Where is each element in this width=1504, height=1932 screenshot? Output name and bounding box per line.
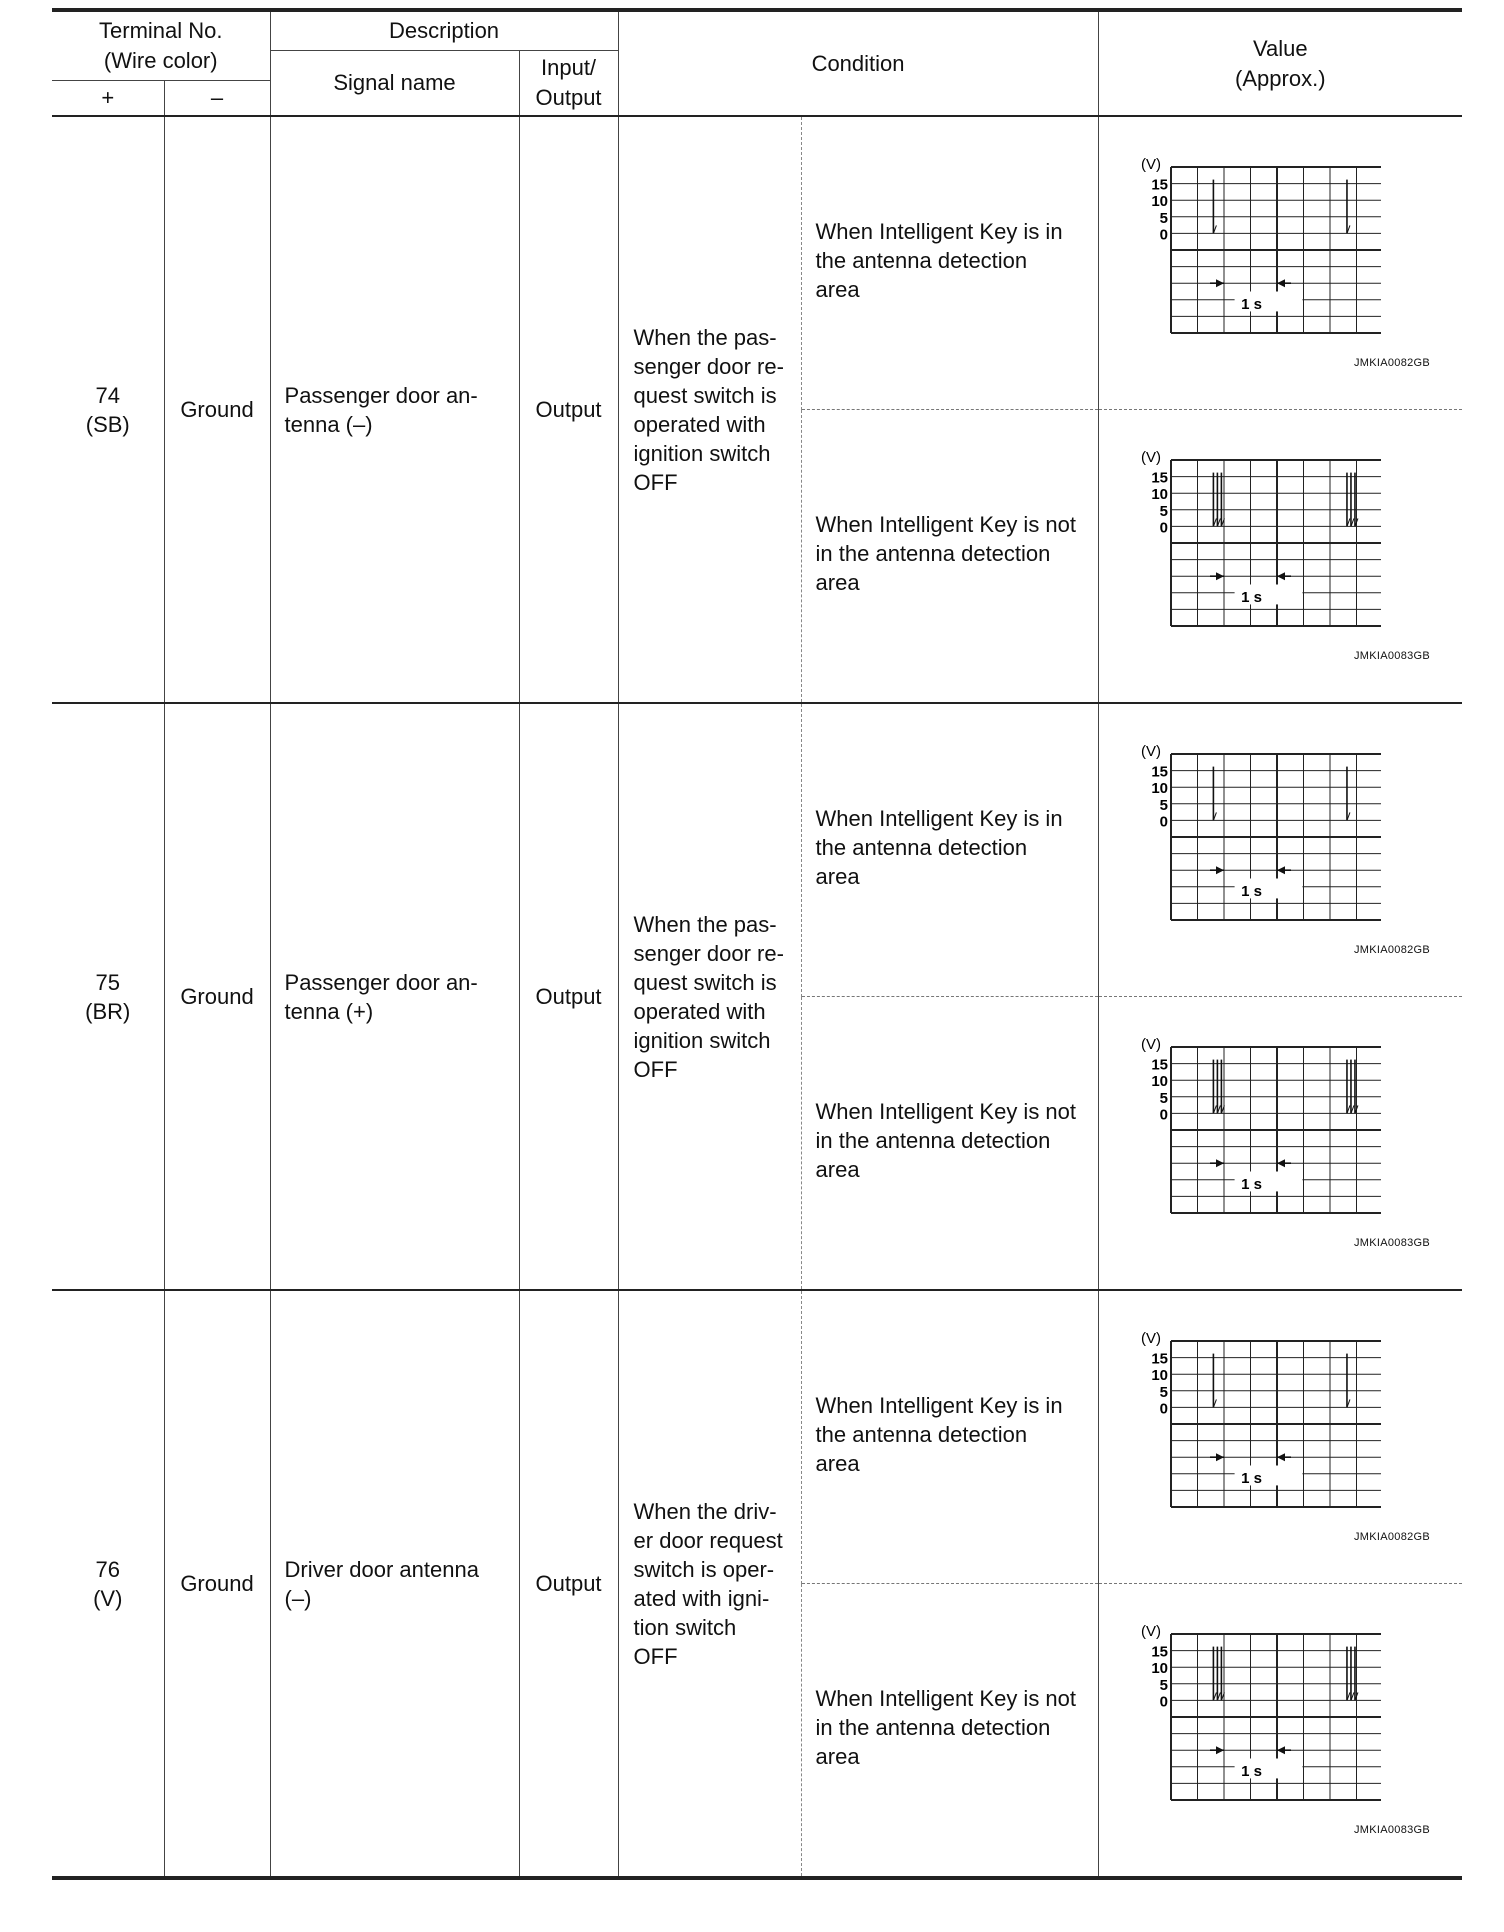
axis-tick-label: 0 <box>1159 1106 1168 1124</box>
figure-code: JMKIA0082GB <box>1353 1531 1431 1543</box>
axis-tick-label: 10 <box>1150 1073 1168 1091</box>
value-cell <box>1098 703 1462 997</box>
axis-tick-label: 0 <box>1159 813 1168 831</box>
figure-code: JMKIA0082GB <box>1353 944 1431 956</box>
axis-tick-label: 5 <box>1159 209 1168 227</box>
condition-sub: When Intelligent Key is not in the antenna detection area <box>801 1584 1098 1879</box>
axis-tick-label: 15 <box>1150 469 1168 487</box>
header-terminal-text: Terminal No. (Wire color) <box>99 18 223 73</box>
io-direction: Output <box>519 703 618 1290</box>
signal-name: Passenger door an- tenna (+) <box>270 703 519 1290</box>
header-minus: – <box>164 80 270 116</box>
time-label: 1 s <box>1240 1175 1262 1193</box>
axis-tick-label: 15 <box>1150 763 1168 781</box>
axis-tick-label: 5 <box>1159 796 1168 814</box>
time-arrow-head <box>1216 1159 1224 1167</box>
time-arrow-head <box>1277 1746 1285 1754</box>
figure-code: JMKIA0083GB <box>1353 650 1431 662</box>
signal-name: Passenger door an- tenna (–) <box>270 116 519 703</box>
time-label: 1 s <box>1240 295 1262 313</box>
time-label: 1 s <box>1240 882 1262 900</box>
time-arrow-head <box>1216 1746 1224 1754</box>
axis-tick-label: 15 <box>1150 1643 1168 1661</box>
axis-tick-label: 15 <box>1150 176 1168 194</box>
condition-sub: When Intelligent Key is not in the antenna detection area <box>801 410 1098 704</box>
condition-main: When the pas- senger door re- quest switch is operated with ignition switch OFF <box>618 703 801 1290</box>
terminal-table <box>52 8 1462 1880</box>
header-value <box>1098 10 1462 116</box>
axis-tick-label: 10 <box>1150 780 1168 798</box>
axis-tick-label: 10 <box>1150 193 1168 211</box>
terminal-minus: Ground <box>164 703 270 1290</box>
terminal-number: 76 (V) <box>93 1556 123 1611</box>
header-terminal <box>52 10 270 80</box>
condition-main: When the driv- er door request switch is oper- ated with igni- tion switch OFF <box>618 1290 801 1878</box>
axis-tick-label: 0 <box>1159 1693 1168 1711</box>
axis-tick-label: 10 <box>1150 486 1168 504</box>
condition-sub: When Intelligent Key is not in the antenna detection area <box>801 997 1098 1291</box>
oscilloscope-waveform <box>1141 157 1381 337</box>
figure-code: JMKIA0083GB <box>1353 1237 1431 1249</box>
axis-unit: (V) <box>1140 450 1161 466</box>
oscilloscope-waveform <box>1141 1331 1381 1511</box>
header-signal-name: Signal name <box>270 50 519 116</box>
header-plus: + <box>52 80 164 116</box>
terminal-number: 74 (SB) <box>85 382 130 437</box>
value-cell <box>1098 1584 1462 1879</box>
axis-tick-label: 5 <box>1159 1383 1168 1401</box>
signal-name: Driver door antenna (–) <box>270 1290 519 1878</box>
terminal-minus: Ground <box>164 116 270 703</box>
condition-sub: When Intelligent Key is in the antenna detection area <box>801 1290 1098 1584</box>
axis-tick-label: 5 <box>1159 1676 1168 1694</box>
axis-tick-label: 0 <box>1159 519 1168 537</box>
value-cell <box>1098 116 1462 410</box>
axis-unit: (V) <box>1140 157 1161 173</box>
header-description: Description <box>270 10 618 50</box>
time-arrow-head <box>1277 572 1285 580</box>
axis-unit: (V) <box>1140 1624 1161 1640</box>
terminal-minus: Ground <box>164 1290 270 1878</box>
axis-unit: (V) <box>1140 1331 1161 1347</box>
io-direction: Output <box>519 116 618 703</box>
time-label: 1 s <box>1240 1762 1262 1780</box>
time-label: 1 s <box>1240 1469 1262 1487</box>
value-cell <box>1098 1290 1462 1584</box>
oscilloscope-waveform <box>1141 744 1381 924</box>
time-arrow-head <box>1277 1159 1285 1167</box>
time-arrow-head <box>1216 572 1224 580</box>
header-io <box>519 50 618 116</box>
axis-tick-label: 5 <box>1159 502 1168 520</box>
axis-tick-label: 15 <box>1150 1056 1168 1074</box>
header-value-text: Value (Approx.) <box>1235 35 1326 91</box>
header-io-text: Input/ Output <box>535 54 602 110</box>
oscilloscope-waveform <box>1141 450 1381 630</box>
time-arrow-head <box>1216 1453 1224 1461</box>
figure-code: JMKIA0082GB <box>1353 357 1431 369</box>
terminal-number: 75 (BR) <box>85 969 131 1024</box>
condition-sub: When Intelligent Key is in the antenna detection area <box>801 116 1098 410</box>
time-arrow-head <box>1216 279 1224 287</box>
value-cell <box>1098 997 1462 1291</box>
terminal-table-container <box>52 8 1462 1880</box>
condition-main: When the pas- senger door re- quest switch is operated with ignition switch OFF <box>618 116 801 703</box>
header-condition: Condition <box>618 10 1098 116</box>
figure-code: JMKIA0083GB <box>1353 1824 1431 1836</box>
oscilloscope-waveform <box>1141 1037 1381 1217</box>
axis-tick-label: 5 <box>1159 1089 1168 1107</box>
time-arrow-head <box>1277 279 1285 287</box>
time-arrow-head <box>1277 866 1285 874</box>
axis-tick-label: 10 <box>1150 1367 1168 1385</box>
axis-tick-label: 15 <box>1150 1350 1168 1368</box>
time-arrow-head <box>1277 1453 1285 1461</box>
value-cell <box>1098 410 1462 704</box>
oscilloscope-waveform <box>1141 1624 1381 1804</box>
axis-tick-label: 10 <box>1150 1660 1168 1678</box>
axis-tick-label: 0 <box>1159 226 1168 244</box>
time-arrow-head <box>1216 866 1224 874</box>
axis-tick-label: 0 <box>1159 1400 1168 1418</box>
axis-unit: (V) <box>1140 1037 1161 1053</box>
time-label: 1 s <box>1240 588 1262 606</box>
io-direction: Output <box>519 1290 618 1878</box>
axis-unit: (V) <box>1140 744 1161 760</box>
condition-sub: When Intelligent Key is in the antenna detection area <box>801 703 1098 997</box>
